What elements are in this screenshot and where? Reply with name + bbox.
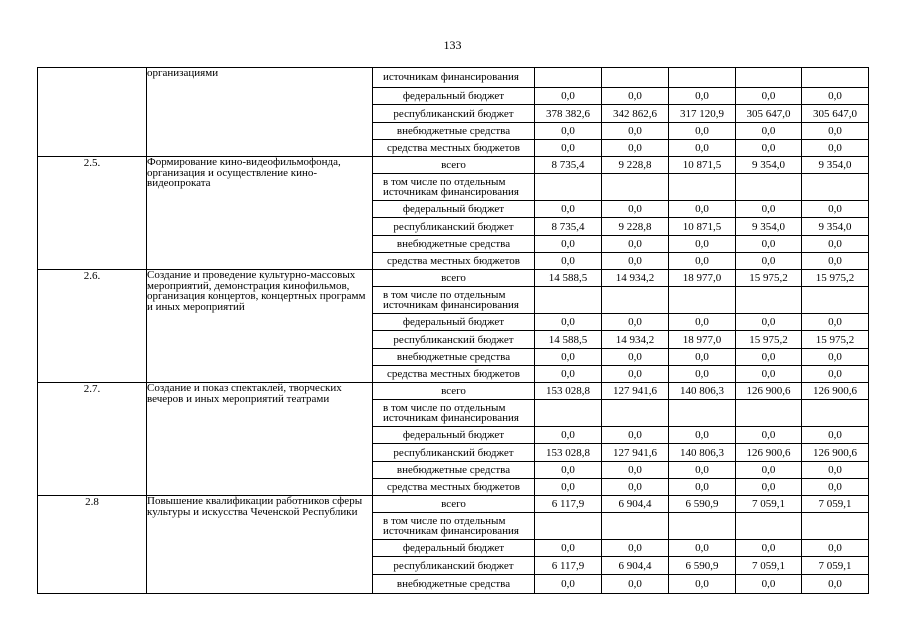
value-cell: 15 975,2 [736, 331, 802, 349]
value-cell: 0,0 [736, 462, 802, 479]
value-cell: 9 228,8 [602, 218, 669, 236]
value-cell: 14 934,2 [602, 331, 669, 349]
value-cell: 9 354,0 [736, 157, 802, 174]
funding-source-cell: средства местных бюджетов [373, 253, 535, 270]
funding-source-cell: всего [373, 270, 535, 287]
value-cell: 0,0 [736, 123, 802, 140]
item-number-cell: 2.8 [38, 496, 147, 594]
value-cell: 0,0 [669, 236, 736, 253]
funding-source-cell: всего [373, 496, 535, 513]
funding-source-cell: внебюджетные средства [373, 123, 535, 140]
funding-source-cell: внебюджетные средства [373, 462, 535, 479]
value-cell: 0,0 [802, 479, 869, 496]
value-cell [535, 174, 602, 201]
table-row [38, 270, 869, 287]
value-cell: 9 354,0 [802, 157, 869, 174]
funding-source-cell: республиканский бюджет [373, 218, 535, 236]
value-cell: 9 354,0 [802, 218, 869, 236]
value-cell [736, 68, 802, 88]
value-cell: 0,0 [602, 314, 669, 331]
value-cell: 0,0 [602, 540, 669, 557]
value-cell [802, 68, 869, 88]
value-cell [669, 400, 736, 427]
value-cell: 0,0 [669, 479, 736, 496]
budget-table [37, 67, 869, 594]
value-cell [602, 400, 669, 427]
value-cell: 0,0 [669, 366, 736, 383]
value-cell: 0,0 [602, 236, 669, 253]
value-cell [802, 287, 869, 314]
funding-source-cell: внебюджетные средства [373, 236, 535, 253]
funding-source-cell: республиканский бюджет [373, 557, 535, 575]
value-cell: 305 647,0 [802, 105, 869, 123]
funding-source-cell: республиканский бюджет [373, 331, 535, 349]
value-cell: 153 028,8 [535, 383, 602, 400]
value-cell: 9 228,8 [602, 157, 669, 174]
value-cell: 0,0 [602, 253, 669, 270]
value-cell: 0,0 [802, 366, 869, 383]
value-cell: 0,0 [669, 462, 736, 479]
value-cell [669, 287, 736, 314]
value-cell [535, 287, 602, 314]
value-cell [802, 400, 869, 427]
value-cell: 0,0 [602, 88, 669, 105]
value-cell [602, 513, 669, 540]
value-cell: 15 975,2 [802, 331, 869, 349]
value-cell: 0,0 [802, 201, 869, 218]
table-row [38, 383, 869, 400]
value-cell: 126 900,6 [802, 383, 869, 400]
item-name-cell: Создание и показ спектаклей, творческих вечеров и иных мероприятий театрами [147, 383, 373, 496]
value-cell: 14 588,5 [535, 331, 602, 349]
value-cell: 0,0 [535, 253, 602, 270]
funding-source-cell: республиканский бюджет [373, 444, 535, 462]
item-number-cell: 2.7. [38, 383, 147, 496]
value-cell: 9 354,0 [736, 218, 802, 236]
item-name-cell: Повышение квалификации работников сферы культуры и искусства Чеченской Республики [147, 496, 373, 594]
funding-source-cell: всего [373, 157, 535, 174]
value-cell: 6 117,9 [535, 557, 602, 575]
value-cell: 6 904,4 [602, 496, 669, 513]
value-cell: 15 975,2 [802, 270, 869, 287]
funding-source-cell: федеральный бюджет [373, 540, 535, 557]
value-cell: 6 904,4 [602, 557, 669, 575]
value-cell [602, 287, 669, 314]
value-cell: 8 735,4 [535, 218, 602, 236]
value-cell: 140 806,3 [669, 444, 736, 462]
value-cell: 0,0 [535, 314, 602, 331]
value-cell [535, 400, 602, 427]
value-cell: 126 900,6 [802, 444, 869, 462]
funding-source-cell: внебюджетные средства [373, 575, 535, 594]
value-cell: 0,0 [669, 427, 736, 444]
value-cell [669, 68, 736, 88]
item-name-cell: организациями [147, 68, 373, 157]
value-cell: 0,0 [802, 540, 869, 557]
value-cell: 0,0 [602, 366, 669, 383]
value-cell: 0,0 [736, 253, 802, 270]
funding-source-cell: внебюджетные средства [373, 349, 535, 366]
value-cell: 0,0 [669, 314, 736, 331]
value-cell: 0,0 [602, 349, 669, 366]
value-cell: 14 588,5 [535, 270, 602, 287]
item-number-cell: 2.6. [38, 270, 147, 383]
value-cell [802, 174, 869, 201]
value-cell: 0,0 [669, 201, 736, 218]
funding-source-cell: источникам финансирования [373, 68, 535, 88]
value-cell: 0,0 [802, 575, 869, 594]
value-cell: 0,0 [535, 575, 602, 594]
value-cell: 0,0 [602, 140, 669, 157]
value-cell [736, 400, 802, 427]
value-cell: 0,0 [602, 462, 669, 479]
funding-source-cell: средства местных бюджетов [373, 140, 535, 157]
value-cell [535, 68, 602, 88]
table-row [38, 68, 869, 88]
funding-source-cell: в том числе по отдельным источникам финансирования [373, 513, 535, 540]
value-cell: 153 028,8 [535, 444, 602, 462]
item-number-cell: 2.5. [38, 157, 147, 270]
value-cell: 0,0 [736, 201, 802, 218]
value-cell: 126 900,6 [736, 383, 802, 400]
value-cell: 0,0 [602, 575, 669, 594]
value-cell: 10 871,5 [669, 157, 736, 174]
value-cell [669, 174, 736, 201]
value-cell [669, 513, 736, 540]
value-cell: 0,0 [535, 88, 602, 105]
value-cell: 317 120,9 [669, 105, 736, 123]
value-cell [736, 513, 802, 540]
value-cell [736, 174, 802, 201]
value-cell: 18 977,0 [669, 331, 736, 349]
value-cell: 378 382,6 [535, 105, 602, 123]
funding-source-cell: федеральный бюджет [373, 88, 535, 105]
value-cell: 6 590,9 [669, 496, 736, 513]
value-cell: 0,0 [736, 427, 802, 444]
value-cell: 0,0 [736, 140, 802, 157]
value-cell: 0,0 [802, 462, 869, 479]
funding-source-cell: федеральный бюджет [373, 314, 535, 331]
value-cell [736, 287, 802, 314]
value-cell: 7 059,1 [802, 557, 869, 575]
funding-source-cell: в том числе по отдельным источникам финансирования [373, 287, 535, 314]
value-cell: 7 059,1 [736, 496, 802, 513]
value-cell: 0,0 [535, 140, 602, 157]
funding-source-cell: республиканский бюджет [373, 105, 535, 123]
value-cell: 0,0 [736, 479, 802, 496]
value-cell: 0,0 [669, 140, 736, 157]
value-cell: 0,0 [602, 201, 669, 218]
value-cell: 0,0 [669, 575, 736, 594]
value-cell: 140 806,3 [669, 383, 736, 400]
value-cell: 0,0 [802, 314, 869, 331]
value-cell: 0,0 [736, 575, 802, 594]
value-cell: 0,0 [736, 88, 802, 105]
value-cell [602, 174, 669, 201]
funding-source-cell: средства местных бюджетов [373, 366, 535, 383]
value-cell: 0,0 [535, 479, 602, 496]
value-cell: 0,0 [802, 427, 869, 444]
value-cell: 0,0 [736, 540, 802, 557]
value-cell: 0,0 [669, 253, 736, 270]
value-cell: 8 735,4 [535, 157, 602, 174]
table-row [38, 157, 869, 174]
value-cell: 0,0 [802, 349, 869, 366]
value-cell: 7 059,1 [802, 496, 869, 513]
value-cell: 14 934,2 [602, 270, 669, 287]
value-cell: 0,0 [535, 462, 602, 479]
funding-source-cell: в том числе по отдельным источникам финансирования [373, 400, 535, 427]
value-cell: 0,0 [535, 201, 602, 218]
value-cell: 0,0 [535, 123, 602, 140]
item-name-cell: Формирование кино-видеофильмофонда, организация и осуществление кино-видеопроката [147, 157, 373, 270]
value-cell: 0,0 [669, 88, 736, 105]
value-cell: 0,0 [669, 540, 736, 557]
value-cell: 0,0 [802, 236, 869, 253]
value-cell: 0,0 [535, 366, 602, 383]
value-cell: 0,0 [535, 427, 602, 444]
value-cell: 0,0 [669, 123, 736, 140]
value-cell: 342 862,6 [602, 105, 669, 123]
funding-source-cell: средства местных бюджетов [373, 479, 535, 496]
funding-source-cell: федеральный бюджет [373, 427, 535, 444]
value-cell: 127 941,6 [602, 444, 669, 462]
value-cell: 7 059,1 [736, 557, 802, 575]
value-cell: 0,0 [535, 349, 602, 366]
page-number: 133 [443, 38, 462, 52]
funding-source-cell: в том числе по отдельным источникам финансирования [373, 174, 535, 201]
value-cell: 6 590,9 [669, 557, 736, 575]
value-cell [535, 513, 602, 540]
value-cell: 18 977,0 [669, 270, 736, 287]
value-cell: 126 900,6 [736, 444, 802, 462]
value-cell [602, 68, 669, 88]
funding-source-cell: всего [373, 383, 535, 400]
value-cell: 10 871,5 [669, 218, 736, 236]
budget-table-body [38, 68, 869, 594]
value-cell: 0,0 [602, 479, 669, 496]
funding-source-cell: федеральный бюджет [373, 201, 535, 218]
value-cell [802, 513, 869, 540]
value-cell: 0,0 [802, 123, 869, 140]
value-cell: 0,0 [736, 314, 802, 331]
value-cell: 0,0 [736, 366, 802, 383]
table-row [38, 496, 869, 513]
value-cell: 6 117,9 [535, 496, 602, 513]
value-cell: 0,0 [535, 540, 602, 557]
value-cell: 0,0 [736, 349, 802, 366]
value-cell: 305 647,0 [736, 105, 802, 123]
value-cell: 0,0 [535, 236, 602, 253]
item-number-cell [38, 68, 147, 157]
value-cell: 0,0 [602, 123, 669, 140]
value-cell: 0,0 [602, 427, 669, 444]
value-cell: 0,0 [736, 236, 802, 253]
value-cell: 0,0 [802, 140, 869, 157]
value-cell: 127 941,6 [602, 383, 669, 400]
value-cell: 0,0 [802, 88, 869, 105]
item-name-cell: Создание и проведение культурно-массовых мероприятий, демонстрация кинофильмов, организация концертов, концертных программ и иных мероприятий [147, 270, 373, 383]
value-cell: 0,0 [802, 253, 869, 270]
value-cell: 15 975,2 [736, 270, 802, 287]
value-cell: 0,0 [669, 349, 736, 366]
